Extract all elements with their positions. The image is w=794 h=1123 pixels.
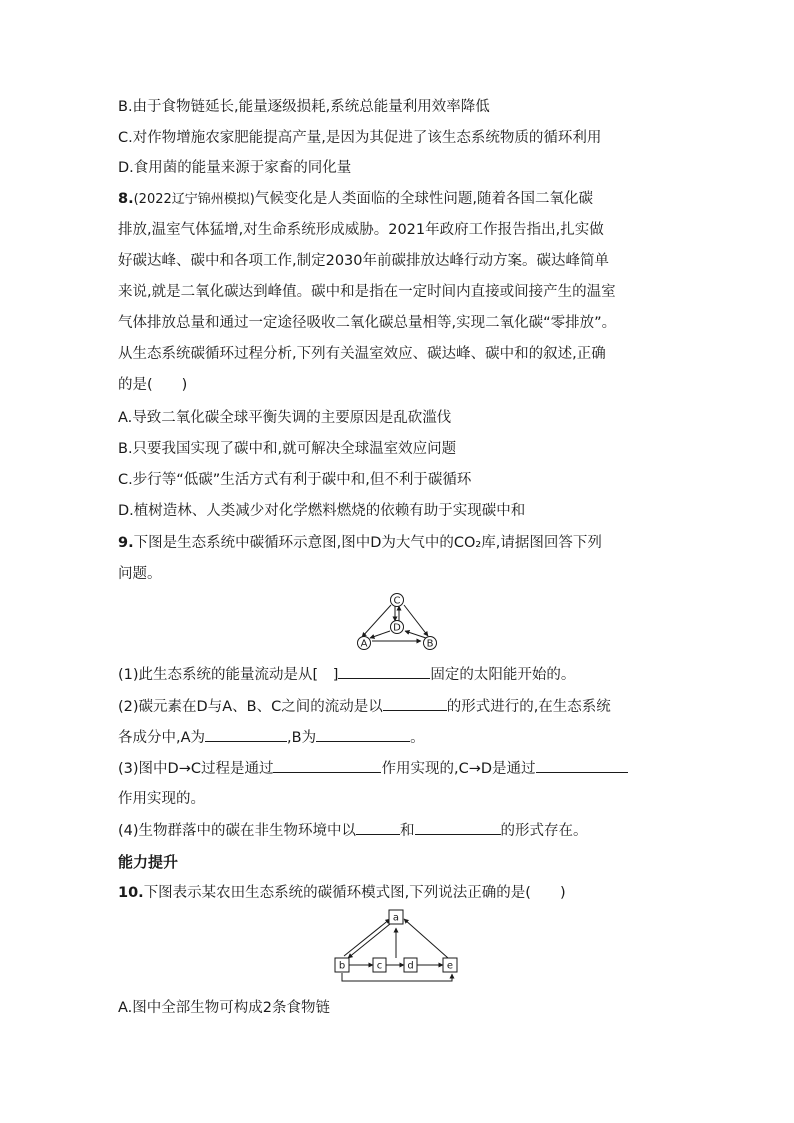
q9-sub4-text-1: (4)生物群落中的碳在非生物环境中以: [118, 823, 357, 839]
arrow-e-a: [404, 919, 448, 958]
q8-line-4: 来说,就是二氧化碳达到峰值。碳中和是指在一定时间内直接或间接产生的温室: [118, 284, 616, 300]
arrow-b-a: [344, 919, 390, 956]
q7-option-b: B.由于食物链延长,能量逐级损耗,系统总能量利用效率降低: [118, 99, 490, 115]
diagram-label-c: C: [393, 595, 401, 607]
q9-sub-2: [118, 696, 611, 717]
q8-option-a: A.导致二氧化碳全球平衡失调的主要原因是乱砍滥伐: [118, 410, 452, 426]
q9-sub2-text-5: 。: [410, 730, 425, 746]
q10-line-1: [118, 883, 566, 903]
q9-text-1: 下图是生态系统中碳循环示意图,图中D为大气中的CO₂库,请据图回答下列: [133, 535, 602, 551]
diagram-label-a: a: [392, 912, 400, 924]
diagram-label-d: d: [407, 960, 414, 972]
farmland-carbon-cycle-diagram: [330, 908, 460, 986]
diagram-label-b: B: [426, 638, 434, 650]
diagram-label-e: e: [446, 960, 454, 972]
answer-blank[interactable]: [338, 664, 430, 679]
answer-blank[interactable]: [383, 696, 447, 711]
q9-sub3-text-2: 作用实现的,C→D是通过: [381, 761, 536, 777]
q9-sub-1: [118, 664, 575, 685]
q9-sub2-text-3: 各成分中,A为: [118, 730, 206, 746]
q9-sub-2-cont: [118, 727, 425, 748]
q8-option-b: B.只要我国实现了碳中和,就可解决全球温室效应问题: [118, 441, 457, 457]
q10-number: 10.: [118, 885, 144, 901]
arrow-b-d: [405, 631, 426, 638]
q8-text-1: 气候变化是人类面临的全球性问题,随着各国二氧化碳: [254, 191, 593, 207]
q7-option-d: D.食用菌的能量来源于家畜的同化量: [118, 160, 352, 176]
q9-sub2-text-1: (2)碳元素在D与A、B、C之间的流动是以: [118, 699, 383, 715]
arrow-a-b: [348, 924, 390, 958]
answer-blank[interactable]: [316, 727, 410, 742]
answer-blank[interactable]: [205, 727, 287, 742]
q8-number: 8.: [118, 191, 134, 207]
arrow-b-e: [342, 973, 452, 981]
q9-sub4-text-2: 和: [400, 823, 415, 839]
q8-option-c: C.步行等“低碳”生活方式有利于碳中和,但不利于碳循环: [118, 472, 472, 488]
diagram-label-c: c: [376, 960, 383, 972]
q9-line-1: [118, 533, 602, 553]
q8-option-d: D.植树造林、人类减少对化学燃料燃烧的依赖有助于实现碳中和: [118, 503, 526, 519]
q8-line-5: 气体排放总量和通过一定途径吸收二氧化碳总量相等,实现二氧化碳“零排放”。: [118, 315, 617, 331]
q9-sub1-text-1: (1)此生态系统的能量流动是从[ ]: [118, 667, 339, 683]
q9-sub2-text-2: 的形式进行的,在生态系统: [446, 699, 611, 715]
arrow-d-a: [370, 631, 390, 638]
q9-sub4-text-3: 的形式存在。: [500, 823, 588, 839]
q10-text: 下图表示某农田生态系统的碳循环模式图,下列说法正确的是( ): [143, 885, 566, 901]
diagram-label-a: A: [360, 638, 368, 650]
answer-blank[interactable]: [415, 820, 501, 835]
q10-option-a: A.图中全部生物可构成2条食物链: [118, 1000, 330, 1016]
q8-line-3: 好碳达峰、碳中和各项工作,制定2030年前碳排放达峰行动方案。碳达峰简单: [118, 253, 610, 269]
q8-line-2: 排放,温室气体猛增,对生命系统形成威胁。2021年政府工作报告指出,扎实做: [118, 222, 604, 238]
q9-sub-3-cont: 作用实现的。: [118, 791, 205, 807]
q7-option-c: C.对作物增施农家肥能提高产量,是因为其促进了该生态系统物质的循环利用: [118, 130, 602, 146]
diagram-label-d: D: [393, 622, 401, 634]
q8-source: (2022辽宁锦州模拟): [133, 192, 255, 207]
q9-sub2-text-4: ,B为: [287, 730, 317, 746]
q8-line-1: [118, 189, 593, 210]
q9-number: 9.: [118, 535, 134, 551]
q8-line-6: 从生态系统碳循环过程分析,下列有关温室效应、碳达峰、碳中和的叙述,正确: [118, 346, 606, 362]
answer-blank[interactable]: [273, 758, 381, 773]
q9-sub3-text-1: (3)图中D→C过程是通过: [118, 761, 274, 777]
q9-sub-4: [118, 820, 588, 841]
diagram-label-b: b: [338, 960, 346, 972]
q8-line-7: 的是( ): [118, 377, 188, 393]
section-heading: 能力提升: [118, 853, 179, 871]
q9-line-2: 问题。: [118, 566, 162, 582]
q9-sub-3: [118, 758, 628, 779]
answer-blank[interactable]: [536, 758, 628, 773]
q9-sub1-text-2: 固定的太阳能开始的。: [430, 667, 576, 683]
answer-blank[interactable]: [356, 820, 400, 835]
carbon-cycle-diagram: [350, 592, 445, 652]
